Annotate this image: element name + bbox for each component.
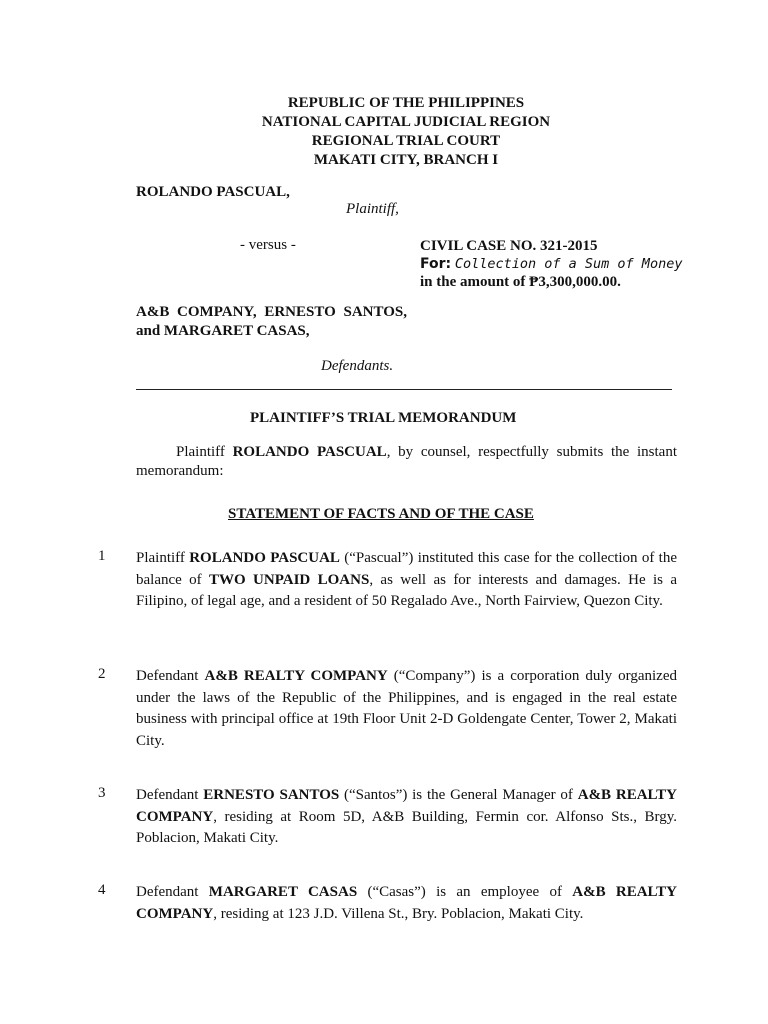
for-value: Collection of a Sum of Money <box>454 256 683 272</box>
defendants-role: Defendants. <box>321 358 394 374</box>
paragraph-text: (“Santos”) is the General Manager of <box>339 787 578 803</box>
paragraph-bold: MARGARET CASAS <box>208 884 358 900</box>
case-number: CIVIL CASE NO. 321-2015 <box>420 238 598 254</box>
intro-paragraph <box>136 443 677 481</box>
paragraph-number: 4 <box>98 882 106 898</box>
intro-text-a: Plaintiff <box>176 444 233 460</box>
intro-text-c: , by counsel, respectfully submits the instant memorandum: <box>136 444 677 479</box>
paragraph-bold: A&B REALTY COMPANY <box>136 884 678 922</box>
section-title: STATEMENT OF FACTS AND OF THE CASE <box>228 506 534 522</box>
paragraph-bold: ERNESTO SANTOS <box>203 787 340 803</box>
paragraph-text: (“Casas”) is an employee of <box>357 884 573 900</box>
versus-label: - versus - <box>240 237 296 253</box>
memorandum-title: PLAINTIFF’S TRIAL MEMORANDUM <box>250 410 517 426</box>
case-amount: in the amount of ₱3,300,000.00. <box>420 274 621 290</box>
paragraph-bold: ROLANDO PASCUAL <box>189 550 340 566</box>
paragraph-text: (“Pascual”) instituted this case for the collection of the balance of <box>136 550 677 588</box>
case-nature <box>420 255 682 273</box>
header-branch: MAKATI CITY, BRANCH I <box>313 152 499 168</box>
header-court: REGIONAL TRIAL COURT <box>311 133 501 149</box>
intro-plaintiff: ROLANDO PASCUAL <box>232 444 387 460</box>
paragraph-text: (“Company”) is a corporation duly organized under the laws of the Republic of the Philippines, and is engaged in the real estate business with principal office at 19th Floor Unit 2-D Goldengate Center, Tower 2, Makati City. <box>136 668 677 749</box>
paragraph-number: 3 <box>98 785 106 801</box>
header-republic: REPUBLIC OF THE PHILIPPINES <box>287 95 525 111</box>
paragraph-text: Defendant <box>136 787 204 803</box>
paragraph-text: Defendant <box>136 884 209 900</box>
paragraph-1 <box>136 548 677 613</box>
header-region: NATIONAL CAPITAL JUDICIAL REGION <box>261 114 551 130</box>
plaintiff-name: ROLANDO PASCUAL, <box>136 184 290 200</box>
caption-divider <box>136 389 672 390</box>
paragraph-2 <box>136 666 677 752</box>
paragraph-4 <box>136 882 677 925</box>
court-header <box>0 94 768 170</box>
defendants-names: A&B COMPANY, ERNESTO SANTOS, and MARGARET CASAS, <box>136 304 407 339</box>
paragraph-text: , as well as for interests and damages. He is a Filipino, of legal age, and a resident of 50 Regalado Ave., North Fairview, Quezon City. <box>136 571 677 609</box>
paragraph-number: 2 <box>98 666 106 682</box>
paragraph-text: , residing at Room 5D, A&B Building, Fermin cor. Alfonso Sts., Brgy. Poblacion, Makati City. <box>136 808 677 846</box>
paragraph-number: 1 <box>98 548 106 564</box>
paragraph-bold: A&B REALTY COMPANY <box>136 787 677 825</box>
paragraph-3 <box>136 785 677 850</box>
paragraph-text: Defendant <box>136 668 205 684</box>
for-label: For: <box>420 256 452 272</box>
plaintiff-role: Plaintiff, <box>346 201 399 217</box>
paragraph-text: , residing at 123 J.D. Villena St., Bry. Poblacion, Makati City. <box>213 905 584 922</box>
paragraph-bold: TWO UNPAID LOANS <box>209 571 370 588</box>
paragraph-text: Plaintiff <box>136 550 190 566</box>
case-info <box>420 237 682 291</box>
paragraph-bold: A&B REALTY COMPANY <box>204 668 388 684</box>
